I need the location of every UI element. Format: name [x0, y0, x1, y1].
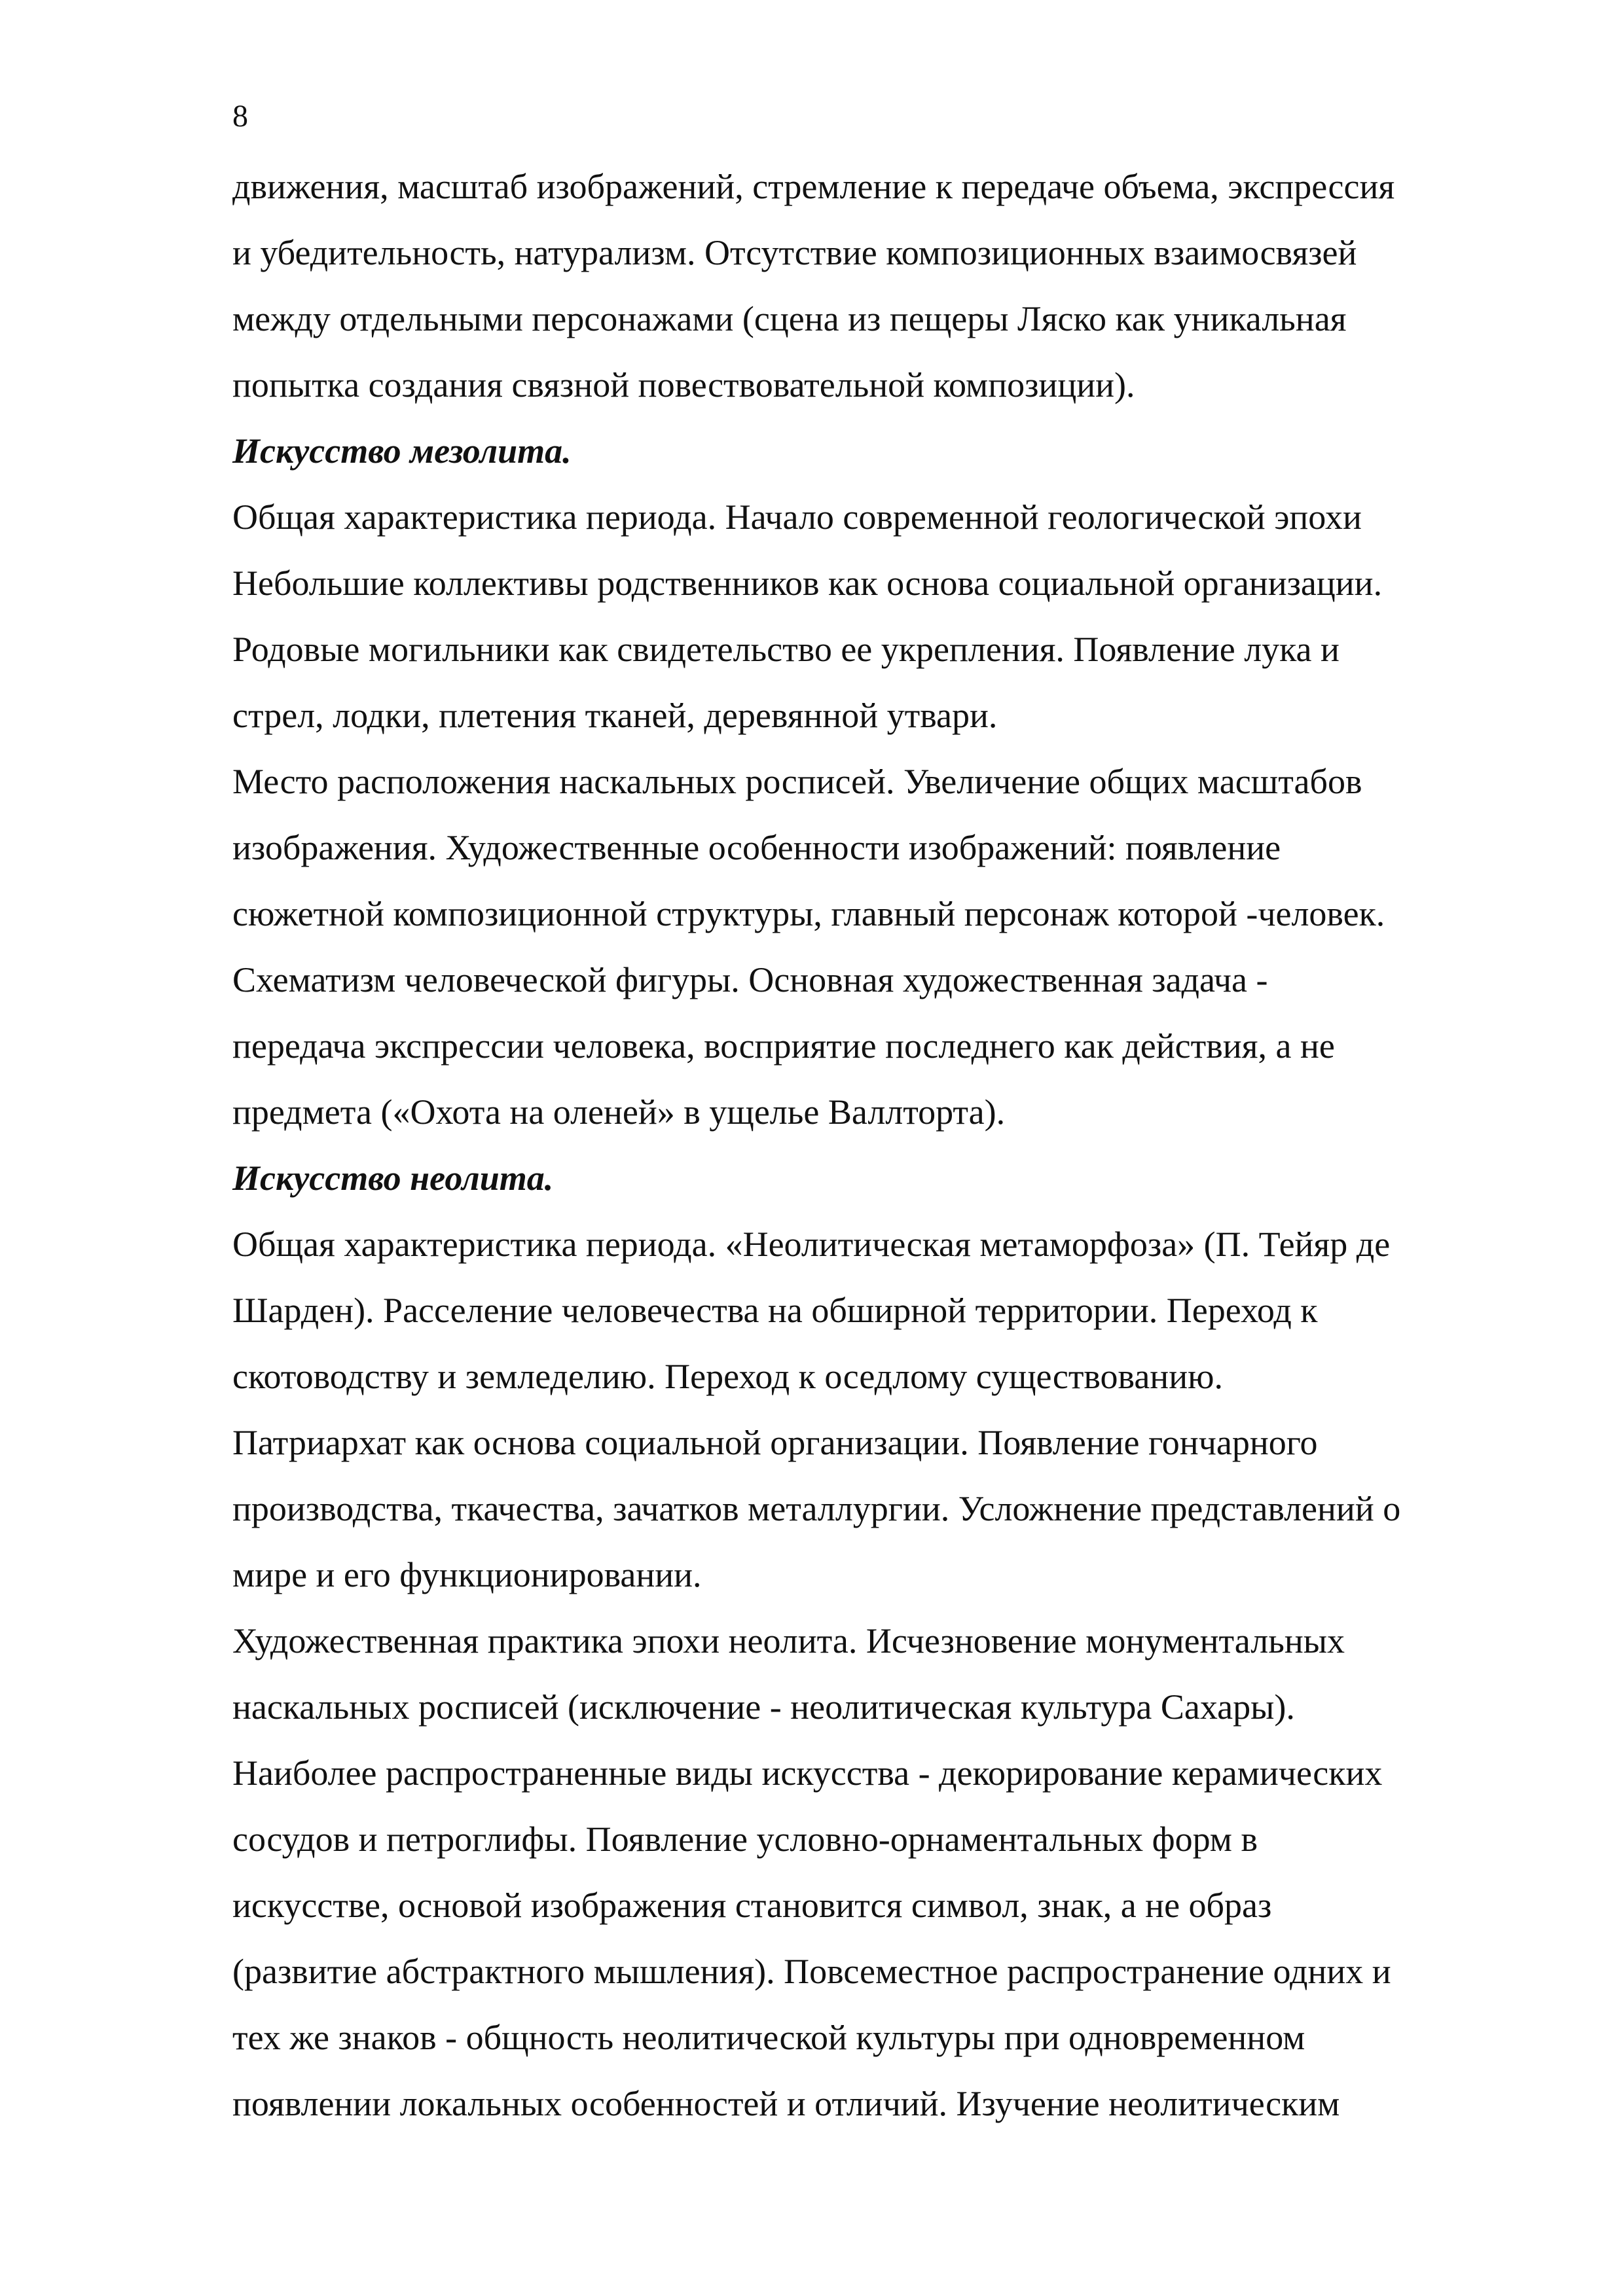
text-line: сюжетной композиционной структуры, главный персонаж которой -человек.: [232, 894, 1385, 933]
text-line: тех же знаков - общность неолитической культуры при одновременном: [232, 2018, 1305, 2057]
text-line: Патриархат как основа социальной организации. Появление гончарного: [232, 1423, 1318, 1462]
text-line: Общая характеристика периода. Начало современной геологической эпохи: [232, 497, 1362, 537]
text-line: предмета («Охота на оленей» в ущелье Валлторта).: [232, 1092, 1006, 1132]
text-line: появлении локальных особенностей и отличий. Изучение неолитическим: [232, 2084, 1340, 2123]
text-line: наскальных росписей (исключение - неолитическая культура Сахары).: [232, 1687, 1295, 1727]
text-line: (развитие абстрактного мышления). Повсеместное распространение одних и: [232, 1952, 1391, 1991]
text-line: Общая характеристика периода. «Неолитическая метаморфоза» (П. Тейяр де: [232, 1225, 1391, 1264]
text-line: скотоводству и земледелию. Переход к оседлому существованию.: [232, 1357, 1223, 1396]
text-line: сосудов и петроглифы. Появление условно-орнаментальных форм в: [232, 1820, 1258, 1859]
section-heading-neolithic: Искусство неолита.: [232, 1158, 554, 1198]
text-line: Художественная практика эпохи неолита. Исчезновение монументальных: [232, 1621, 1345, 1660]
text-line: стрел, лодки, плетения тканей, деревянной утвари.: [232, 696, 998, 735]
text-line: передача экспрессии человека, восприятие последнего как действия, а не: [232, 1026, 1335, 1066]
text-line: мире и его функционировании.: [232, 1555, 702, 1594]
text-line: между отдельными персонажами (сцена из пещеры Ляско как уникальная: [232, 299, 1347, 338]
text-line: Родовые могильники как свидетельство ее укрепления. Появление лука и: [232, 630, 1340, 669]
text-line: Схематизм человеческой фигуры. Основная художественная задача -: [232, 960, 1268, 999]
text-line: искусстве, основой изображения становится символ, знак, а не образ: [232, 1886, 1272, 1925]
text-line: Наиболее распространенные виды искусства - декорирование керамических: [232, 1753, 1383, 1793]
text-line: Место расположения наскальных росписей. Увеличение общих масштабов: [232, 762, 1362, 801]
text-line: Небольшие коллективы родственников как основа социальной организации.: [232, 564, 1383, 603]
text-line: попытка создания связной повествовательной композиции).: [232, 365, 1135, 404]
body-text: [232, 154, 1555, 2137]
text-line: Шарден). Расселение человечества на обширной территории. Переход к: [232, 1291, 1318, 1330]
text-line: движения, масштаб изображений, стремление к передаче объема, экспрессия: [232, 167, 1395, 206]
text-line: и убедительность, натурализм. Отсутствие композиционных взаимосвязей: [232, 233, 1357, 272]
text-line: изображения. Художественные особенности изображений: появление: [232, 828, 1281, 867]
text-line: производства, ткачества, зачатков металлургии. Усложнение представлений о: [232, 1489, 1401, 1528]
section-heading-mesolithic: Искусство мезолита.: [232, 431, 572, 471]
page-number: 8: [232, 99, 248, 134]
